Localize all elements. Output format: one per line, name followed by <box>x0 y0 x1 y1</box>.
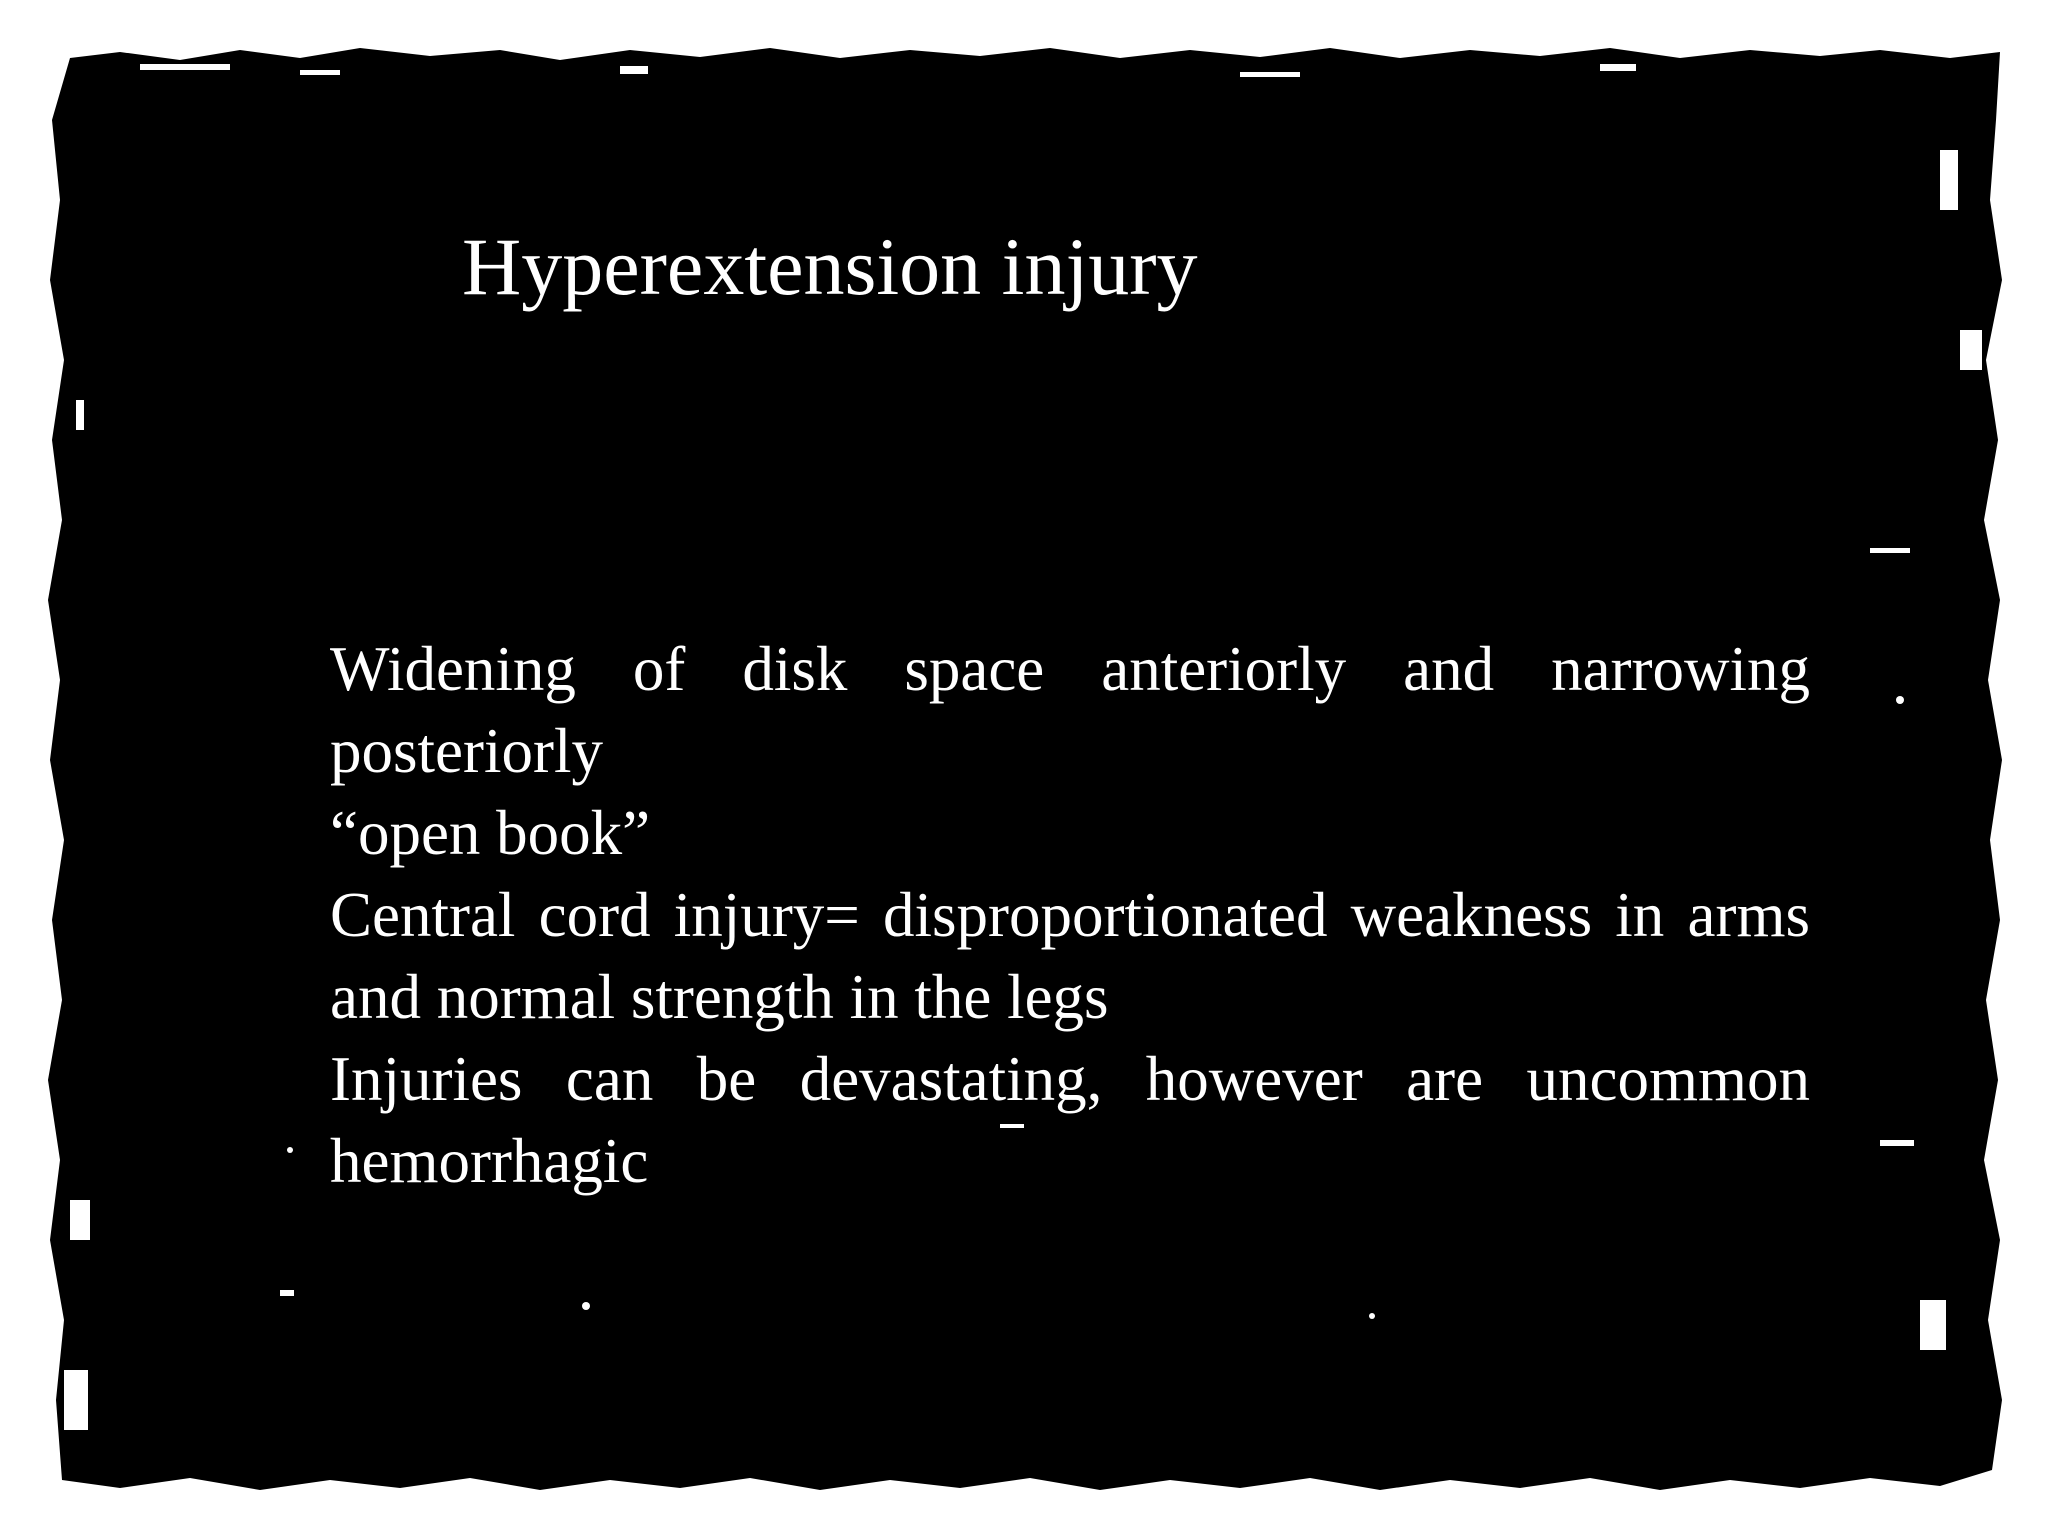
body-line-disk-space: Widening of disk space anteriorly and narrowing posteriorly <box>330 634 1810 786</box>
body-line-injuries: Injuries can be devastating, however are uncommon hemorrhagic <box>330 1044 1810 1196</box>
slide-body <box>330 628 1810 1202</box>
slide-title: Hyperextension injury <box>462 221 1198 312</box>
body-line-central-cord: Central cord injury= disproportionated weakness in arms and normal strength in the legs <box>330 880 1810 1032</box>
body-line-open-book: “open book” <box>330 798 651 868</box>
